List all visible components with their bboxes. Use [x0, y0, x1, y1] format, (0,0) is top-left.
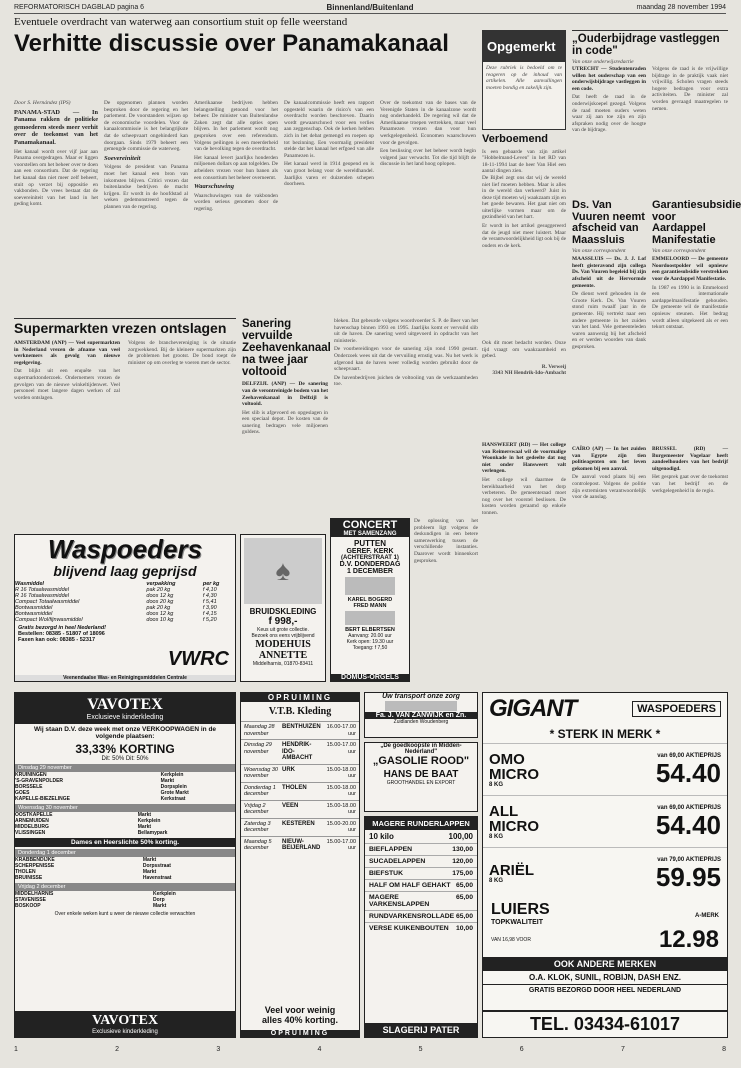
- concert-date2: 1 DECEMBER: [347, 568, 393, 575]
- table-row: Compact Totaalwasmiddel doos 20 kg f 5,41: [15, 599, 217, 605]
- vwrc-logo: VWRC: [167, 648, 229, 670]
- magere-item-price: 65,00: [455, 882, 473, 889]
- vavotex-stops-1: [15, 772, 235, 802]
- table-row: R 16 Totaalwasmiddel doos 12 kg f 4,30: [15, 593, 217, 599]
- vtb-footer: Veel voor weinig: [264, 1005, 336, 1015]
- gigant-product: [483, 743, 727, 795]
- vavotex-stops-4: [15, 891, 235, 909]
- vuuren-byline: Van onze correspondent: [572, 248, 626, 255]
- gigant-logo: GIGANT: [489, 695, 577, 722]
- magere-item-price: 175,00: [452, 870, 473, 877]
- page-marks: [14, 1046, 726, 1060]
- vtb-day-date: Dinsdag 29 november: [244, 742, 272, 755]
- supermarkt-title: Supermarkten vrezen ontslagen: [14, 318, 236, 336]
- verboemend-body: Is een gebaarde van zijn artikel "Hobbelmand-Leven" in het RD van 18-11-1994 laat de heer Van Hiel een aantal dingen zien.: [482, 148, 566, 175]
- lead-col-2: De opgenomen plannen worden besproken door de regering en het parlement. De voorstanders wijzen op de economische voordelen. Voor de kanaalcommissie is het belangrijkste dat de scheepvaart ongehinderd kan doorgaan. Sinds 1979 beheert een gemengde commissie de waterweg. Soevereiniteit Volgens de president van Panama moet het kanaal een bron van inkomsten blijven. Critici vrezen dat buitenlandse bedrijven de macht krijgen. Er wordt in de hoofdstad al weken gedemonstreerd tegen de plannen van de regering.: [104, 100, 188, 210]
- page-mark: 7: [620, 1046, 625, 1053]
- lead-kicker: Eventuele overdracht van waterweg aan consortium stuit op felle weerstand: [14, 16, 348, 28]
- signature-name: R. Verweij: [541, 363, 566, 370]
- vavotex-day: Donderdag 1 december: [15, 849, 235, 857]
- vtb-day-row: [241, 739, 359, 764]
- brussel-intro: BRUSSEL (RD) — Burgemeester Vogelaar heeft aandeelhouders van het bedrijf uitgenodigd.: [652, 446, 728, 472]
- vtb-day-date: Woensdag 30 november: [244, 766, 278, 779]
- page-mark: 4: [317, 1046, 322, 1053]
- annette-brand: ANNETTE: [258, 650, 308, 661]
- opgemerkt-body: Deze rubriek is bedoeld om te reageren op de inhoud van artikelen. Alle aanvullingen moeten bondig en zakelijk zijn.: [486, 65, 562, 91]
- lead-subhead-2: Waarschuwing: [194, 183, 234, 191]
- supermarkt-article: Supermarkten vrezen ontslagen AMSTERDAM (ANP) — Veel supermarkten in Nederland vrezen de afname van veel werknemers als gevolg van nieuwe regelgeving. Dat blijkt uit een enquête van het supermarktonderzoek. Ondernemers vrezen de gevolgen van de nieuwe winkeltijdenwet. Veel personeel moet langere dagen werken of zal worden ontslagen. Volgens de branchevereniging is de situatie zorgwekkend. Bij de kleinere supermarkten zijn de problemen het grootst. De bond roept de minister op om overleg te voeren met de sector.: [14, 320, 236, 401]
- slagerij-ad: [364, 816, 478, 1038]
- vtb-day-time: 15.00-17.00 uur: [326, 742, 356, 755]
- opruiming-banner: OPRUIMING: [241, 693, 359, 702]
- zeehaven-article: Sanering vervuilde Zeehavenkanaal na twee jaar voltooid DELFZIJL (ANP) — De sanering van de verontreinigde bodem van het Zeehavenkanaal in Delfzijl is voltooid. Het slib is afgevoerd en opgeslagen in een speciaal depot. De kosten van de sanering bedragen vele miljoenen guldens.: [242, 318, 331, 436]
- vtb-schedule: [241, 721, 359, 854]
- vtb-day-place: BENTHUIZEN: [282, 724, 321, 730]
- paper-name: REFORMATORISCH DAGBLAD pagina 6: [14, 4, 145, 11]
- product-label: ARIËL: [489, 862, 534, 879]
- gigant-product: [483, 795, 727, 847]
- vtb-day-time: 15.00-20.00 uur: [326, 820, 356, 833]
- table-row: R 16 Totaalwasmiddel pak 20 kg f 4,10: [15, 587, 217, 593]
- organist-name: KAREL BOGERD: [347, 597, 393, 603]
- vtb-day-date: Donderdag 1 december: [244, 784, 276, 797]
- hans-de-baat: HANS DE BAAT: [383, 769, 459, 780]
- ouderbijdrage-title: „Ouderbijdrage vastleggen in code": [572, 30, 728, 57]
- concert-ad: [330, 518, 410, 682]
- product-label: OMO: [489, 750, 525, 768]
- product-price: 59.95: [655, 861, 721, 892]
- gigant-products: [483, 743, 727, 899]
- bruidskleding-ad: [240, 534, 326, 682]
- vtb-day-date: Zaterdag 3 december: [244, 820, 271, 833]
- table-row: ARNEMUIDEN Kerkplein: [15, 818, 161, 824]
- signature-address: 3343 NH Hendrik-Ido-Ambacht: [492, 370, 566, 377]
- vtb-ad: [240, 692, 360, 1038]
- page-mark: 1: [14, 1046, 18, 1053]
- waspoeders-table: [15, 581, 235, 623]
- ook-andere: OOK ANDERE MERKEN: [483, 957, 727, 971]
- waspoeders-footer: Veenendaalse Was- en Reinigingsmiddelen Centrale: [15, 675, 235, 681]
- opgemerkt-box: [482, 30, 566, 130]
- gasolie-sub: GROOTHANDEL EN EXPORT: [386, 780, 456, 786]
- table-row: BOSKOOP Markt: [15, 903, 167, 909]
- table-row: GOES Grote Markt: [15, 790, 189, 796]
- magere-item-name: BIEFSTUK: [369, 870, 403, 877]
- concert-sub: MET SAMENZANG: [331, 531, 409, 537]
- vavotex-ad: [14, 692, 236, 1038]
- magere-item: [365, 855, 477, 867]
- table-row: Bontwasmiddel doos 12 kg f 4,15: [15, 611, 217, 617]
- col-header: Wasmiddel: [15, 581, 44, 587]
- product-was-price: van 69,00 AKTIEPRIJS: [657, 804, 721, 811]
- luiers-price: 12.98: [658, 926, 719, 953]
- vtb-day-date: Maandag 5 december: [244, 838, 272, 851]
- lead-byline: Door S. Hernández (IPS): [14, 100, 71, 106]
- vtb-day-time: 16.00-17.00 uur: [326, 724, 356, 737]
- lead-subhead-1: Soevereiniteit: [104, 154, 141, 162]
- vtb-day-row: [241, 836, 359, 854]
- section-title: Binnenland/Buitenland: [326, 3, 414, 12]
- garantie-byline: Van onze correspondent: [652, 248, 706, 255]
- concert-open: Kerk open: 19.30 uur: [346, 639, 394, 645]
- concert-footer: DOMUS-ORGELS: [331, 674, 409, 681]
- product-price: 54.40: [655, 757, 721, 788]
- luiers-topk: TOPKWALITEIT: [491, 919, 543, 926]
- gigant-slogan: * STERK IN MERK *: [549, 727, 661, 741]
- magere-title: MAGERE RUNDERLAPPEN: [365, 817, 477, 830]
- page-mark: 2: [115, 1046, 120, 1053]
- ouderbijdrage-intro: UTRECHT — Studentenraden willen het ouderschap van een onderwijsbijdrage vastleggen in een code.: [572, 66, 646, 92]
- garantie-title: Garantiesubsidie voor Aardappel Manifestatie: [652, 199, 741, 246]
- vuuren-article: Ds. Van Vuuren neemt afscheid van Maassluis Van onze correspondent MAASSLUIS — Ds. J. J. Lof heeft gisteravond zijn collega Ds. Van Vuuren begeleid bij zijn afscheid uit de Hervormde gemeente. De dienst werd gehouden in de Groote Kerk. Ds. Van Vuuren stond ruim twaalf jaar in de gemeente. Hij vertrekt naar een andere gemeente in het zuiden van het land. Vele gemeenteleden waren aanwezig bij het afscheid en er werden woorden van dank gesproken.: [572, 199, 646, 350]
- garantie-intro: EMMELOORD — De gemeente Noordoostpolder wil opnieuw een garantiesubsidie verstrekken voor de Aardappel Manifestatie.: [652, 256, 728, 282]
- page-mark: 5: [418, 1046, 423, 1053]
- table-row: BRUINISSE Havenstraat: [15, 875, 172, 881]
- garantie-article: Garantiesubsidie voor Aardappel Manifestatie Van onze correspondent EMMELOORD — De gemeente Noordoostpolder wil opnieuw een garantiesubsidie verstrekken voor de Aardappel Manifestatie. In 1987 en 1990 is in Emmeloord een internationale aardappelmanifestatie gehouden. De gemeente wil de manifestatie opnieuw steunen. Het bedrag wordt alleen uitgekeerd als er een tekort ontstaat.: [652, 199, 741, 331]
- magere-item-price: 130,00: [452, 846, 473, 853]
- product-label: 8 KG: [489, 833, 504, 840]
- vavotex-title: VAVOTEX: [87, 696, 163, 713]
- waspoeders-title: Waspoeders: [47, 534, 203, 564]
- zanwijk-ad: [364, 692, 478, 738]
- table-row: MIDDELHARNIS Kerkplein: [15, 891, 176, 897]
- ouderbijdrage-byline: Van onze onderwijsredactie: [572, 59, 634, 66]
- supermarkt-intro: AMSTERDAM (ANP) — Veel supermarkten in Nederland vrezen de afname van veel werknemers als gevolg van nieuwe regelgeving.: [14, 340, 120, 366]
- vavotex-foot: Over enkele weken kunt u weer de nieuwe collectie verwachten: [54, 911, 196, 917]
- vavotex-day: Woensdag 30 november: [15, 804, 235, 812]
- vtb-day-row: [241, 764, 359, 782]
- vavotex-sale: Dit: 50% Dit: 50%: [101, 756, 149, 762]
- table-row: MIDDELBURG Markt: [15, 824, 152, 830]
- magere-price-list: [365, 843, 477, 934]
- gigant-ad: [482, 692, 728, 1038]
- vtb-day-time: 15.00-18.00 uur: [326, 766, 356, 779]
- lead-col-3: Amerikaanse bedrijven hebben belangstelling getoond voor het beheer. De minister van Buitenlandse Zaken zegt dat alle opties open blijven. In het parlement wordt nog gesproken over een referendum. Volgens peilingen is een meerderheid van de bevolking tegen de overdracht. Het kanaal levert jaarlijks honderden miljoenen dollars op aan tolgelden. De arbeiders vrezen voor hun banen als een consortium het beheer overneemt. Waarschuwing Waarschuwingen van de vakbonden worden serieus genomen door de regering.: [194, 100, 278, 212]
- vtb-day-row: [241, 800, 359, 818]
- ouderbijdrage-article: „Ouderbijdrage vastleggen in code" Van onze onderwijsredactie UTRECHT — Studentenraden willen het ouderschap van een onderwijsbijdrage vastleggen in een code. Dat heeft de raad in de onderwijskoepel gezegd. Volgens de raad moeten ouders weten waar zij aan toe zijn en zijn afspraken nodig over de hoogte van de bijdrage. Volgens de raad is de vrijwillige bijdrage in de praktijk vaak niet vrijwillig. Scholen vragen steeds hogere bedragen voor extra activiteiten. De minister zal worden gevraagd maatregelen te nemen.: [572, 30, 728, 198]
- product-price: 54.40: [655, 809, 721, 840]
- vtb-footer2: alles 40% korting.: [261, 1015, 339, 1025]
- hansweert-intro: HANSWEERT (RD) — Het college van Reimerswaal wil de voormalige Woonkade in het gedeelte dat nog niet onder Hansweert valt verlengen.: [482, 442, 566, 475]
- vavotex-korting: 33,33% KORTING: [75, 742, 175, 756]
- merken-list: O.A. KLOK, SUNIL, ROBIJN, DASH ENZ.: [528, 973, 681, 982]
- concert-place: PUTTEN: [354, 539, 386, 548]
- product-was-price: van 79,00 AKTIEPRIJS: [657, 856, 721, 863]
- cairo-intro: CAÏRO (AP) — In het zuiden van Egypte zijn tien politieagenten om het leven gekomen bij een aanval.: [572, 446, 646, 472]
- vtb-day-place: URK: [282, 766, 295, 773]
- lead-col-1: Door S. Hernández (IPS) PANAMA-STAD — In Panama rakken de politieke gemoederen steeds meer verhit over de toekomst van het Panamakanaal. Het kanaal wordt over vijf jaar aan Panama overgedragen. Maar er liggen voorstellen om het beheer over te doen aan een consortium. Dat de regering het kanaal dan niet meer zelf beheert, stuit op verzet bij oppositie en vakbonden. De vrees bestaat dat de soevereiniteit van het land in het geding komt.: [14, 100, 98, 208]
- zanwijk-top: Uw transport onze zorg: [382, 693, 460, 700]
- magere-price: 100,00: [448, 832, 473, 841]
- product-label: MICRO: [489, 765, 539, 783]
- verboemend-title: Verboemend: [482, 133, 549, 145]
- vtb-day-row: [241, 818, 359, 836]
- vtb-day-time: 15.00-17.00 uur: [326, 838, 356, 851]
- magere-item-name: HALF OM HALF GEHAKT: [369, 882, 451, 889]
- table-row: KRUININGEN Kerkplein: [15, 772, 184, 778]
- magere-item: [365, 879, 477, 891]
- vtb-day-row: [241, 782, 359, 800]
- gigant-product: [483, 847, 727, 899]
- concert-date: D.V. DONDERDAG: [339, 561, 401, 568]
- bruidskleding-line: Keus uit grote collectie.: [257, 627, 309, 633]
- magere-item-price: 65,00: [455, 894, 473, 901]
- col-header: verpakking: [146, 581, 176, 587]
- lead-col-5: Over de toekomst van de bases van de Verenigde Staten in de kanaalzone wordt nog onderhandeld. De regering wil dat de Amerikaanse troepen vertrekken, maar veel Panamezen vrezen dan voor hun werkgelegenheid. Economen waarschuwen voor de gevolgen. Een beslissing over het beheer wordt begin volgend jaar verwacht. Tot die tijd blijft de discussie in het land hoog oplopen.: [380, 100, 476, 168]
- bruidskleding-address: Middelharnis, 01870-83411: [252, 661, 314, 667]
- gigant-brand: WASPOEDERS: [632, 701, 721, 717]
- table-row: OOSTKAPELLE Markt: [15, 812, 152, 818]
- issue-date: maandag 28 november 1994: [636, 4, 726, 11]
- magere-item-name: RUNDVARKENSROLLADE: [369, 913, 455, 920]
- magere-item: [365, 867, 477, 879]
- concert-time: Aanvang: 20.00 uur: [348, 633, 392, 639]
- vtb-day-time: 15.00-18.00 uur: [326, 802, 356, 815]
- bruidskleding-line2: Bezoek ons eens vrijblijvend: [251, 633, 315, 639]
- gratis-bezorgd: GRATIS BEZORGD DOOR HEEL NEDERLAND: [483, 984, 727, 996]
- magere-item-price: 120,00: [452, 858, 473, 865]
- vtb-title: V.T.B. Kleding: [268, 706, 332, 717]
- vavotex-day: Vrijdag 2 december: [15, 883, 235, 891]
- bride-image-icon: ♠: [244, 538, 322, 604]
- vavotex-bar: Dames en Heerslichte 50% korting.: [15, 838, 235, 847]
- magere-item: [365, 843, 477, 855]
- table-row: VLISSINGEN Bellamypark: [15, 830, 168, 836]
- brussel-article: BRUSSEL (RD) — Burgemeester Vogelaar heeft aandeelhouders van het bedrijf uitgenodigd. Het gesprek gaat over de toekomst van het bedrijf en de werkgelegenheid in de regio.: [652, 446, 728, 494]
- organist2-name: FRED MANN: [353, 603, 387, 609]
- lead-article-header: [14, 16, 478, 108]
- vavotex-stops-2: [15, 812, 235, 836]
- bruidskleding-title: BRUIDSKLEDING: [249, 607, 317, 616]
- product-label: 8 KG: [489, 781, 504, 788]
- vocalist-name: BERT ELBERTSEN: [345, 627, 395, 633]
- page-mark: 3: [216, 1046, 221, 1053]
- opruiming-banner-bottom: OPRUIMING: [241, 1030, 359, 1037]
- vavotex-stops-3: [15, 857, 235, 881]
- table-row: THOLEN Markt: [15, 869, 157, 875]
- magere-item-price: 10,00: [455, 925, 473, 932]
- waspoeders-ad: [14, 534, 236, 682]
- table-row: BORSSELE Dorpsplein: [15, 784, 187, 790]
- page-mark: 8: [722, 1046, 726, 1053]
- table-row: 'S-GRAVENPOLDER Markt: [15, 778, 175, 784]
- table-row: Compact Wol/fijnwasmiddel doos 10 kg f 5,20: [15, 617, 217, 623]
- organist-photo: [345, 577, 395, 595]
- zeehaven-continued: bleken. Dat gebeurde volgens woordvoerder S. P. de Beer van het havenschap binnen 1993 en 1995. Jaarlijks komt er vervuild slib uit de haven. De sanering werd uitgevoerd in opdracht van het ministerie. De voorbereidingen voor de sanering zijn rond 1990 gestart. Onderzoek wees uit dat de vervuiling ernstig was. Nu het werk is afgerond kan de haven weer volledig worden gebruikt door de scheepvaart. De havenbedrijven juichen de voltooiing van de werkzaamheden toe.: [334, 318, 478, 388]
- table-row: STAVENISSE Dorp: [15, 897, 165, 903]
- vavotex-day: Dinsdag 29 november: [15, 764, 235, 772]
- vtb-day-time: 15.00-18.00 uur: [326, 784, 356, 797]
- luiers-amerk: A-MERK: [695, 913, 719, 919]
- vavotex-sub-bottom: Exclusieve kinderkleding: [92, 1029, 158, 1035]
- table-row: Bontwasmiddel pak 20 kg f 3,90: [15, 605, 217, 611]
- zanwijk-sub: Zuidlanden Woudenberg: [393, 719, 449, 725]
- lead-headline: Verhitte discussie over Panamakanaal: [14, 30, 449, 57]
- concert-price: Toegang: f 7,50: [352, 645, 388, 651]
- misc-article: De oplossing van het probleem ligt volgens de deskundigen in een betere samenwerking tussen de verschillende instanties. Daarover wordt binnenkort gesproken.: [414, 518, 478, 564]
- table-row: KRABBENDIJKE Markt: [15, 857, 157, 863]
- waspoeders-tel: Bestellen: 08385 - 51807 of 18096: [18, 631, 105, 637]
- vtb-day-place: KESTEREN: [282, 820, 315, 827]
- truck-icon: [385, 701, 457, 711]
- magere-item-name: VERSE KUIKENBOUTEN: [369, 925, 449, 932]
- vtb-day-place: THOLEN: [282, 784, 307, 791]
- magere-item-name: MAGERE VARKENSLAPPEN: [369, 894, 430, 908]
- waspoeders-subtitle: blijvend laag geprijsd: [53, 563, 197, 579]
- concert-church: GEREF. KERK: [346, 548, 394, 555]
- vtb-day-row: [241, 721, 359, 739]
- magere-kg: 10 kilo: [369, 832, 394, 841]
- concert-address: (ACHTERSTRAAT 1): [341, 555, 399, 561]
- verboemend-signature: Ook dit moet bedacht worden. Onze tijd vraagt om waakzaamheid en gebed. R. Verweij 3343 NH Hendrik-Ido-Ambacht: [482, 340, 566, 377]
- table-row: KAPELLE-BIEZELINGE Kerkstraat: [15, 796, 186, 802]
- lead-col-4: De kanaalcommissie heeft een rapport opgesteld waarin de risico's van een overdracht worden beschreven. Daarin wordt gewaarschuwd voor een verlies aan zeggenschap. Ook de kerken hebben zich in het debat gemengd en roepen op tot bezinning. Een voormalig president stelde dat het kanaal het erfgoed van alle Panamezen is. Het kanaal werd in 1914 geopend en is van groot belang voor de wereldhandel. Jaarlijks varen er duizenden schepen doorheen.: [284, 100, 374, 188]
- concert-title: CONCERT: [331, 519, 409, 531]
- opgemerkt-title: Opgemerkt: [483, 31, 565, 62]
- zeehaven-intro: DELFZIJL (ANP) — De sanering van de verontreinigde bodem van het Zeehavenkanaal in Delfzijl is voltooid.: [242, 381, 328, 408]
- magere-item: [365, 891, 477, 910]
- vtb-day-date: Maandag 28 november: [244, 724, 275, 737]
- bruidskleding-price: f 998,-: [268, 616, 298, 627]
- vtb-day-date: Vrijdag 2 december: [244, 802, 269, 815]
- vavotex-sub: Exclusieve kinderkleding: [86, 714, 164, 721]
- magere-item-price: 65,00: [455, 913, 473, 920]
- modehuis-brand: MODEHUIS: [255, 639, 311, 650]
- luiers-title: LUIERS: [491, 901, 550, 918]
- vocalist-photo: [345, 611, 395, 625]
- luiers-van: VAN 16,98 VOOR: [491, 937, 531, 943]
- vtb-day-place: VEEN: [282, 802, 299, 809]
- zanwijk-name: Fa. J. VAN ZANWIJK en Zn.: [365, 712, 477, 719]
- magere-item-name: SUCADELAPPEN: [369, 858, 426, 865]
- cairo-article: CAÏRO (AP) — In het zuiden van Egypte zijn tien politieagenten om het leven gekomen bij een aanval. De aanval vond plaats bij een controlepost. Volgens de politie zijn extremisten verantwoordelijk voor de aanslag.: [572, 446, 646, 501]
- slagerij-name: SLAGERIJ PATER: [365, 1023, 477, 1037]
- gasolie-title: „De goedkoopste in Midden-Nederland": [380, 743, 462, 755]
- vuuren-title: Ds. Van Vuuren neemt afscheid van Maassluis: [572, 199, 645, 246]
- magere-item: [365, 910, 477, 922]
- waspoeders-fax: Faxen kan ook: 08385 - 52317: [18, 637, 96, 643]
- page-mark: 6: [519, 1046, 524, 1053]
- hansweert-article: HANSWEERT (RD) — Het college van Reimerswaal wil de voormalige Woonkade in het gedeelte dat nog niet onder Hansweert valt verlengen. Het college wil daarmee de bereikbaarheid van het dorp verbeteren. De gemeenteraad moet nog over het voorstel beslissen. De kosten worden geraamd op enkele tonnen.: [482, 442, 566, 516]
- product-label: 8 KG: [489, 878, 504, 884]
- magere-item-name: BIEFLAPPEN: [369, 846, 413, 853]
- vtb-day-place: HENDRIK-IDO-AMBACHT: [282, 742, 313, 761]
- waspoeders-note: Gratis bezorgd in heel Nederland!: [18, 625, 107, 631]
- magere-item: [365, 922, 477, 934]
- verboemend-article: Verboemend Is een gebaarde van zijn artikel "Hobbelmand-Leven" in het RD van 18-11-1994 laat de heer Van Hiel een aantal dingen zien. De Bijbel zegt ons dat wij de wereld niet lief moeten hebben. Maar is alles in de wereld dan verkeerd? Juist in deze tijd moeten wij waakzaam zijn en het goede bewaren. Het gaat niet om uiterlijke vormen maar om de gezindheid van het hart. Er wordt in het artikel gesuggereerd dat de jeugd niet meer luistert. Maar de verantwoordelijkheid ligt ook bij de ouders en de kerk.: [482, 133, 566, 249]
- vavotex-title-bottom: VAVOTEX: [91, 1013, 159, 1028]
- gigant-tel: TEL. 03434-61017: [483, 1010, 727, 1037]
- zeehaven-title: Sanering vervuilde Zeehavenkanaal na twee jaar voltooid: [242, 318, 331, 379]
- product-was-price: van 69,00 AKTIEPRIJS: [657, 752, 721, 759]
- product-label: MICRO: [489, 817, 539, 835]
- gasolie-ad: [364, 742, 478, 812]
- vtb-day-place: NIEUW-BEIJERLAND: [282, 838, 321, 851]
- col-header: per kg: [202, 581, 220, 587]
- page-header: [14, 2, 726, 14]
- lead-intro: PANAMA-STAD — In Panama rakken de politieke gemoederen steeds meer verhit over de toekomst van het Panamakanaal.: [14, 108, 98, 146]
- product-label: ALL: [489, 802, 519, 820]
- vuuren-intro: MAASSLUIS — Ds. J. J. Lof heeft gisteravond zijn collega Ds. Van Vuuren begeleid bij zijn afscheid uit de Hervormde gemeente.: [572, 256, 646, 289]
- table-row: SCHERPENISSE Dorpsstraat: [15, 863, 171, 869]
- gasolie-brand: „GASOLIE ROOD": [372, 755, 470, 767]
- vavotex-pitch: Wij staan D.V. deze week met onze VERKOOPWAGEN in de volgende plaatsen:: [33, 726, 217, 740]
